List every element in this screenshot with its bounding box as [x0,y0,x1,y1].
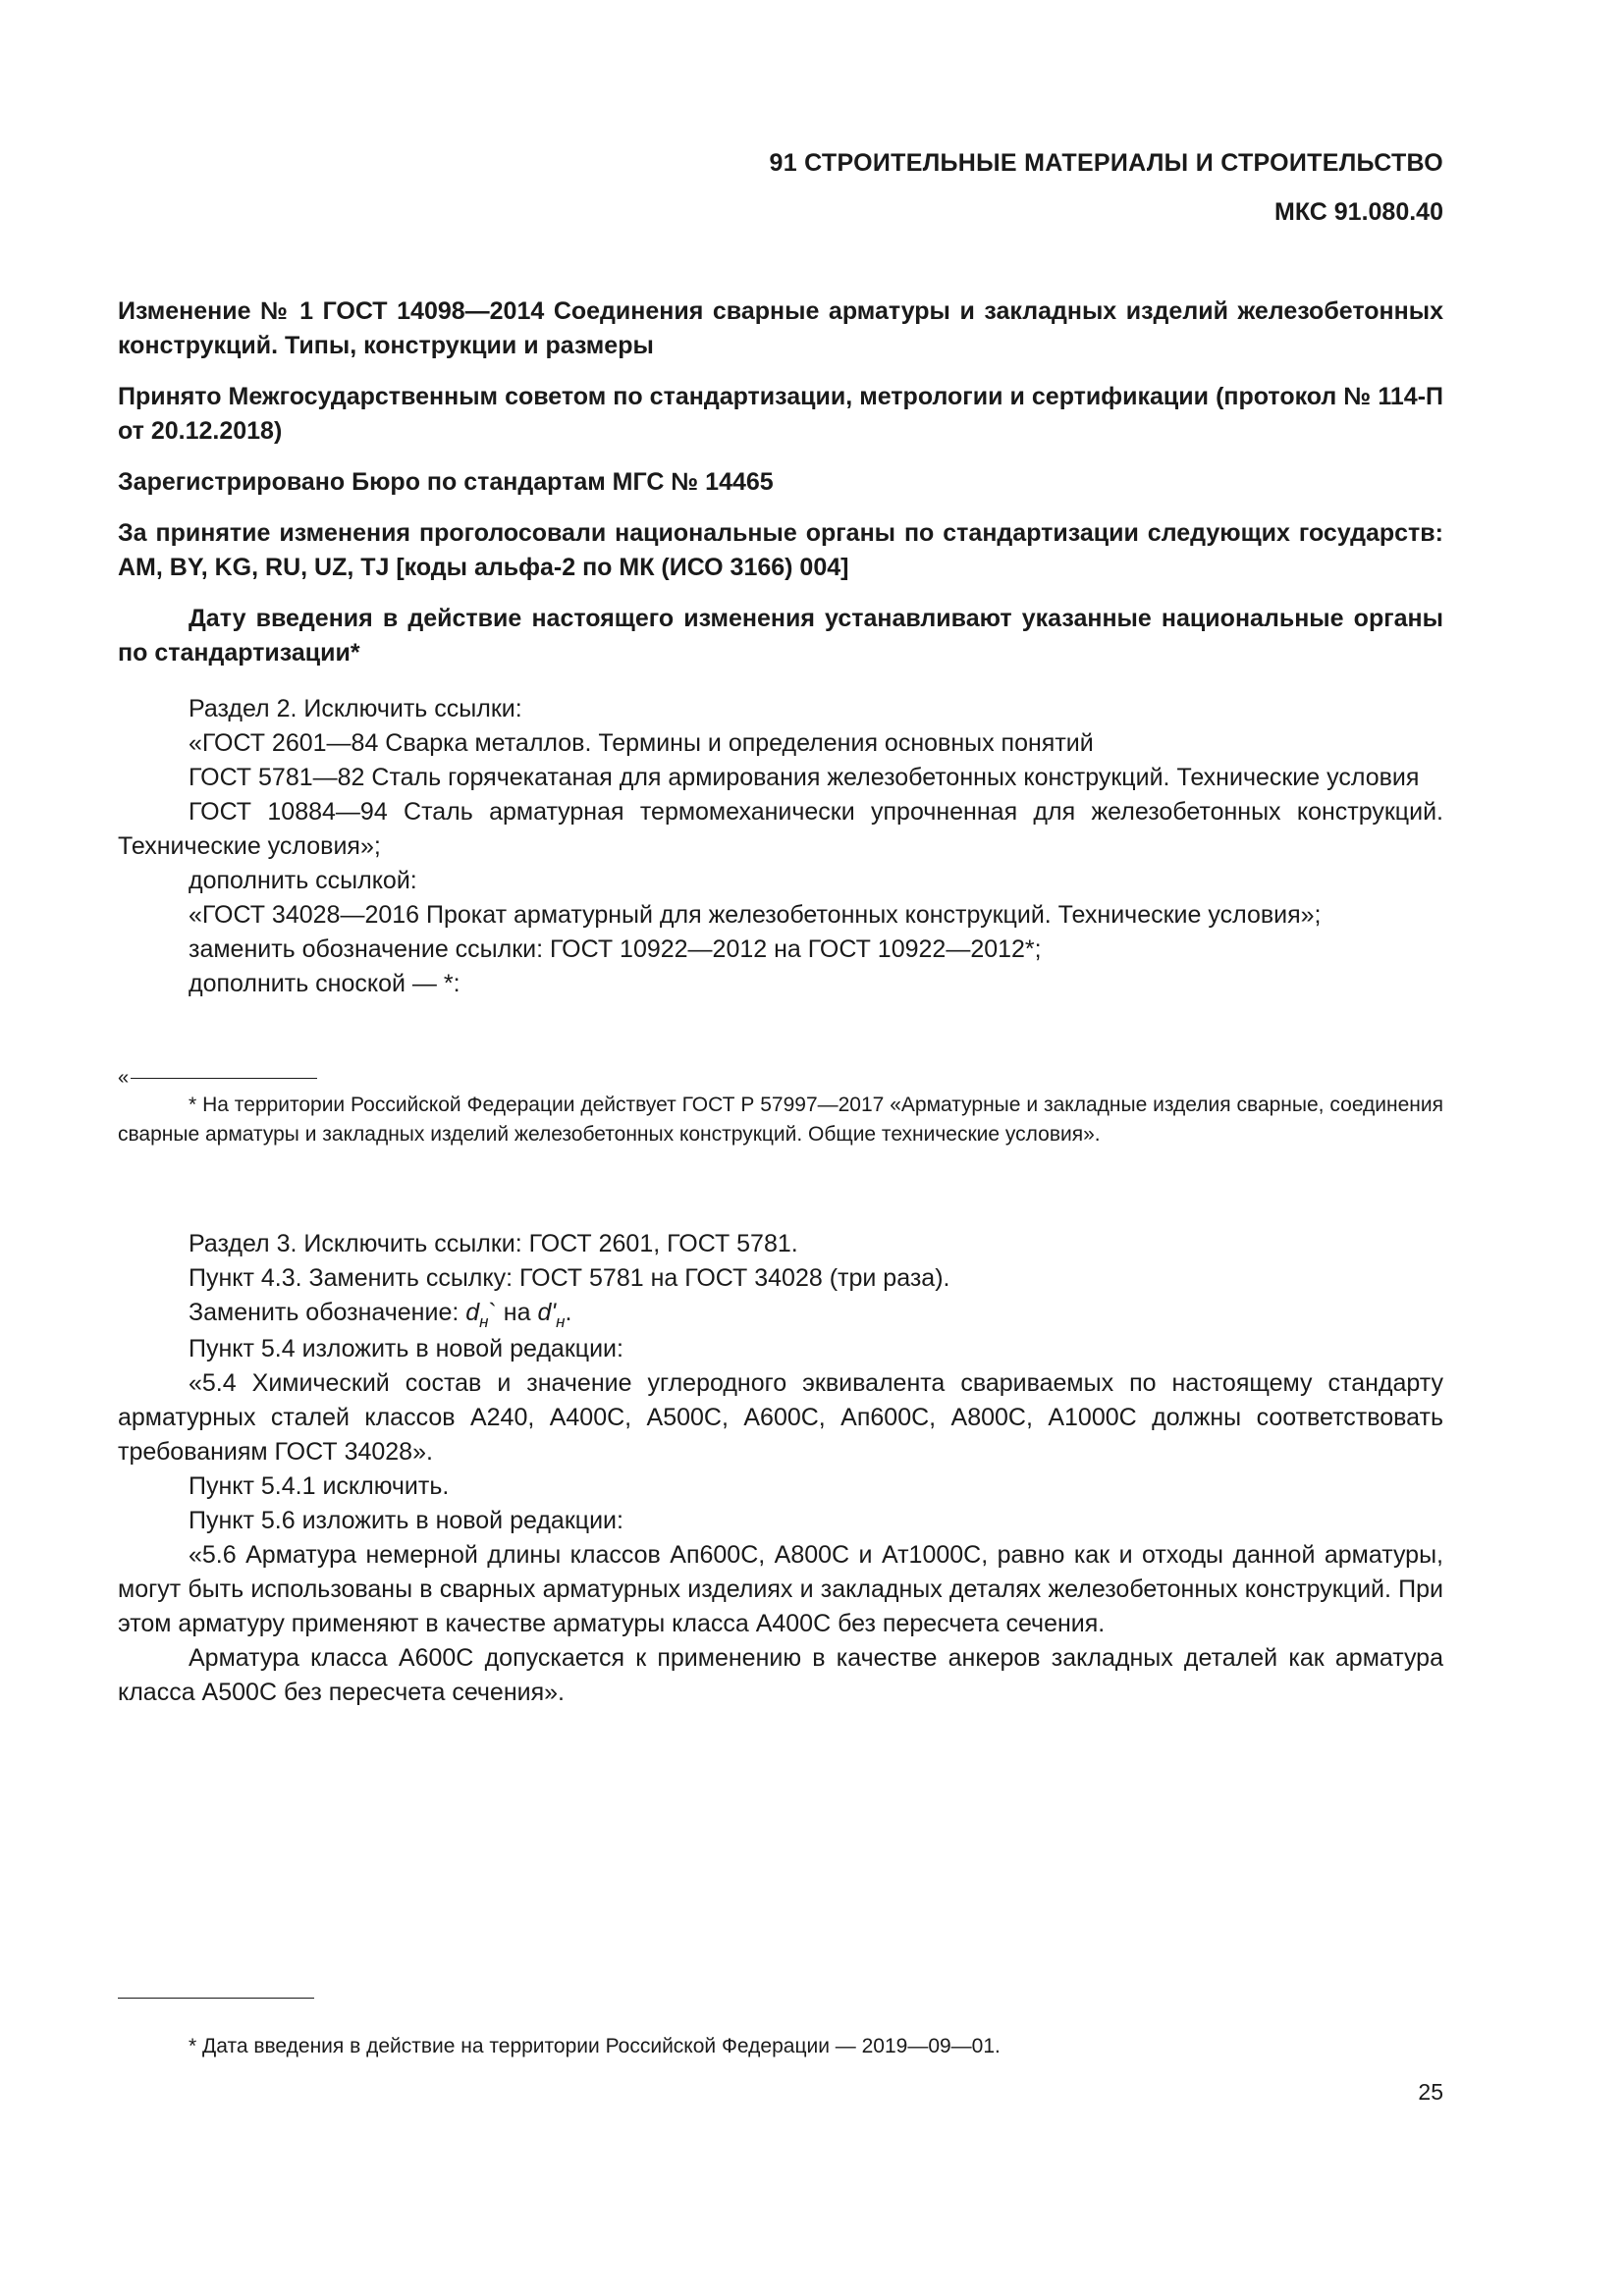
symbol-d-prime: d' [537,1299,557,1326]
symbol-d: d [465,1299,480,1326]
mks-code: МКС 91.080.40 [1274,198,1443,226]
opening-quote: « [118,1067,130,1089]
paragraph: Пункт 5.6 изложить в новой редакции: [189,1507,623,1534]
paragraph: Пункт 4.3. Заменить ссылку: ГОСТ 5781 на ГОСТ 34028 (три раза). [189,1264,950,1292]
subscript-n: н [479,1312,489,1331]
paragraph: Арматура класса А600С допускается к применению в качестве анкеров закладных деталей как арматура класса А500С без пересчета сечения». [118,1644,1443,1706]
notation-prefix: Заменить обозначение: [189,1299,466,1326]
page-number: 25 [1418,2079,1443,2105]
paragraph: «5.4 Химический состав и значение углеродного эквивалента свариваемых по настоящему стандарту арматурных сталей классов А240, А400С, А500С, А600С, Ап600С, А800С, А1000С должны соответствовать требованиям ГОСТ 34028». [118,1369,1443,1466]
notation-end: . [565,1299,572,1326]
footnote-rule [131,1078,317,1079]
paragraph: Раздел 2. Исключить ссылки: [189,695,522,722]
notation-mid: ` на [488,1299,538,1326]
footnote-divider [118,1998,314,1999]
paragraph: «ГОСТ 34028—2016 Прокат арматурный для железобетонных конструкций. Технические условия»; [189,901,1322,929]
page-footnote: * Дата введения в действие на территории Российской Федерации — 2019—09—01. [189,2035,1001,2057]
paragraph: Раздел 3. Исключить ссылки: ГОСТ 2601, ГОСТ 5781. [189,1230,798,1257]
subscript-n: н [556,1312,566,1331]
inserted-footnote [118,1065,1443,1149]
paragraph: дополнить сноской — *: [189,970,460,997]
effective-date-statement: Дату введения в действие настоящего изменения устанавливают указанные национальные органы по стандартизации* [118,605,1443,667]
inserted-footnote-text: * На территории Российской Федерации действует ГОСТ Р 57997—2017 «Арматурные и закладные изделия сварные, соединения сварные арматуры и закладных изделий железобетонных конструкций. Общие технические условия». [118,1094,1443,1146]
voting-statement: За принятие изменения проголосовали национальные органы по стандартизации следующих государств: AM, BY, KG, RU, UZ, TJ [коды альфа-2 по МК (ИСО 3166) 004] [118,519,1443,581]
paragraph: Пункт 5.4.1 исключить. [189,1472,450,1500]
paragraph: Пункт 5.4 изложить в новой редакции: [189,1335,623,1362]
paragraph: заменить обозначение ссылки: ГОСТ 10922—2012 на ГОСТ 10922—2012*; [189,935,1042,963]
classification-header: 91 СТРОИТЕЛЬНЫЕ МАТЕРИАЛЫ И СТРОИТЕЛЬСТВО [769,149,1443,177]
section-2-changes [118,692,1443,1001]
amendment-title: Изменение № 1 ГОСТ 14098—2014 Соединения сварные арматуры и закладных изделий железобетонных конструкций. Типы, конструкции и размеры [118,297,1443,359]
paragraph: ГОСТ 10884—94 Сталь арматурная термомеханически упрочненная для железобетонных конструкций. Технические условия»; [118,798,1443,860]
adoption-statement: Принято Межгосударственным советом по стандартизации, метрологии и сертификации (протокол № 114-П от 20.12.2018) [118,383,1443,445]
section-3-changes [118,1227,1443,1710]
amendment-intro [118,294,1443,687]
paragraph: «5.6 Арматура немерной длины классов Ап600С, А800С и Ат1000С, равно как и отходы данной арматуры, могут быть использованы в сварных арматурных изделиях и закладных деталях железобетонных конструкций. При этом арматуру применяют в качестве арматуры класса А400С без пересчета сечения. [118,1541,1443,1637]
paragraph-notation [118,1296,1443,1332]
paragraph: дополнить ссылкой: [189,867,417,894]
paragraph: «ГОСТ 2601—84 Сварка металлов. Термины и определения основных понятий [189,729,1094,757]
paragraph: ГОСТ 5781—82 Сталь горячекатаная для армирования железобетонных конструкций. Технические условия [189,764,1420,791]
footnote-separator [118,1065,1443,1091]
registration-statement: Зарегистрировано Бюро по стандартам МГС № 14465 [118,468,774,496]
